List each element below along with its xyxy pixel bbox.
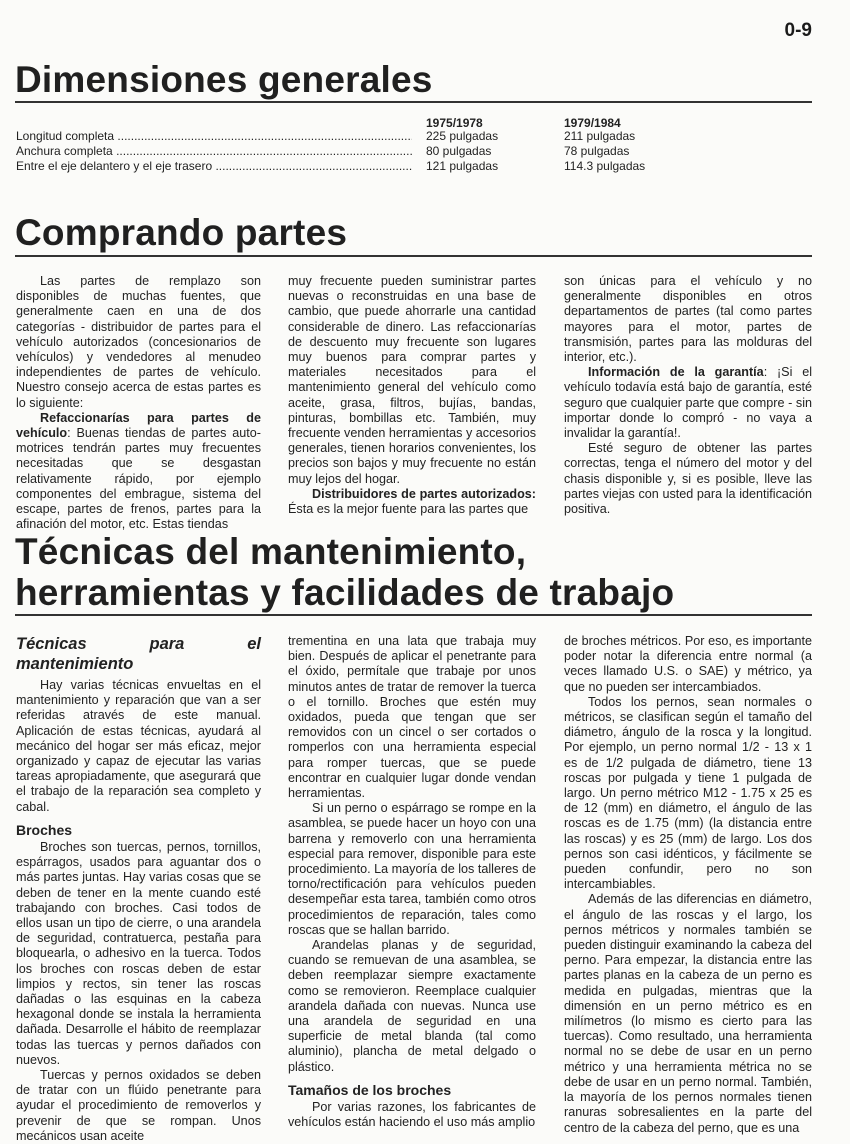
techniques-title-line-1: Técnicas del mantenimiento, <box>15 531 527 572</box>
paragraph: Arandelas planas y de seguridad, cuando se remuevan de una asamblea, se deben reemplazar siempre exactamente como se removieron. Reemplace cualquier arandela dañada con nuevas. Nunca use una arandela de seguridad en una superficie de metal blanda (tal como aluminio), plancha de metal delgado o plástico. <box>288 938 536 1074</box>
dimension-label: Anchura completa ..... <box>16 144 412 158</box>
paragraph: Esté seguro de obtener las partes correctas, tenga el número del motor y del chasis disponible y, si es posible, lleve las partes viejas con usted para la identificación positiva. <box>564 441 812 517</box>
buying-title: Comprando partes <box>15 212 348 253</box>
paragraph-lead: Distribuidores de partes autorizados: <box>312 486 536 501</box>
paragraph-text: Ésta es la mejor fuente para las partes que <box>288 502 529 517</box>
dimension-value-1979: 78 pulgadas <box>564 144 630 158</box>
paragraph: de broches métricos. Por eso, es importante poder notar la diferencia entre normal (a veces llamado U.S. o SAE) y métrico, ya que no pueden ser intercambiados. <box>564 634 812 694</box>
paragraph: Si un perno o espárrago se rompe en la asamblea, se puede hacer un hoyo con una barrena y removerlo con una herramienta especial para remover, disponible para este procedimiento. La mayoría de los talleres de torno/rectificación para vehículos pueden desempeñar esta tarea, también como otros procedimientos de reparación, tales como roscas que se hallan barrido. <box>288 801 536 937</box>
dimension-value-1975: 225 pulgadas <box>426 129 499 143</box>
paragraph-lead: Refaccionarías para partes de vehículo <box>16 410 261 441</box>
dimension-value-1975: 121 pulgadas <box>426 159 499 173</box>
paragraph <box>16 411 261 533</box>
paragraph: Hay varias técnicas envueltas en el mantenimiento y reparación que van a ser referidas através de este manual. Aplicación de estas técnicas, ayudará al mecánico del hogar ser más eficaz, mejor organizado y capaz de ejecutar las varias tareas apropiadamente, que asegurará que el trabajo de la reparación sea completo y cabal. <box>16 678 261 814</box>
paragraph <box>288 487 536 517</box>
dimensions-rule <box>15 101 812 103</box>
maintenance-techniques-heading: Técnicas para el mantenimiento <box>16 635 261 673</box>
dimensions-header-1975: 1975/1978 <box>426 116 483 130</box>
paragraph-lead: Información de la garantía <box>588 365 764 380</box>
paragraph: trementina en una lata que trabaja muy bien. Después de aplicar el penetrante para el óxido, permítale que trabaje por unos minutos antes de tratar de remover la tuerca o el tornillo. Broches que estén muy oxidados, pueda que tengan que ser removidos con un cincel o ser cortados o romperlos con una herramienta especial para romper tuercas, que se puede encontrar en cualquier lugar donde vendan herramientas. <box>288 634 536 801</box>
dimension-value-1979: 211 pulgadas <box>564 129 636 143</box>
paragraph: Broches son tuercas, pernos, tornillos, espárragos, usados para aguantar dos o más partes juntas. Hay varias cosas que se deben de tener en la mente cuando esté trabajando con broches. Casi todos de ellos usan un tipo de cierre, o una arandela de seguridad, contratuerca, pestaña para bloquearla, o adhesivo en la tuerca. Todos los broches con roscas deben de estar limpios y rectos, sin tener las roscas dañadas o las esquinas en la cabeza hexagonal donde se instala la herramienta dañada. Desarrolle el hábito de reemplazar todas las tuercas y pernos dañados con nuevos. <box>16 840 261 1067</box>
dimension-value-1975: 80 pulgadas <box>426 144 492 158</box>
techniques-title <box>15 532 674 613</box>
paragraph: son únicas para el vehículo y no generalmente disponibles en otros departamentos de partes (tal como partes mayores para el motor, partes de transmisión, partes para las molduras del interior, etc.). <box>564 274 812 365</box>
dimension-row-wheelbase <box>16 159 656 174</box>
fasteners-heading: Broches <box>16 821 73 838</box>
paragraph: Las partes de remplazo son disponibles de muchas fuentes, que generalmente caen en una de dos categorías - distribuidor de partes para el vehículo autorizados (concesionarios de vehículos) y vendedores al menudeo independientes de partes de vehículo. Nuestro consejo acerca de estas partes es lo siguiente: <box>16 274 261 410</box>
techniques-rule <box>15 614 812 616</box>
dimensions-title: Dimensiones generales <box>15 59 433 100</box>
dimension-label: Longitud completa ..... <box>16 129 412 143</box>
paragraph: Tuercas y pernos oxidados se deben de tratar con un flúido penetrante para ayudar el procedimiento de removerlos y prevenir de que se rompan. Unos mecánicos usan aceite <box>16 1068 261 1143</box>
buying-column-1 <box>16 274 261 532</box>
paragraph: Todos los pernos, sean normales o métricos, se clasifican según el tamaño del diámetro, ángulo de la rosca y la longitud. Por ejemplo, un perno normal 1/2 - 13 x 1 es de 1/2 pulgada de diámetro, tiene 13 roscas por pulgada y tiene 1 pulgada de largo. Un perno métrico M12 - 1.75 x 25 es de 12 (mm) en diámetro, el ángulo de las roscas es de 1.75 (mm) (la distancia entre las roscas) y es 25 (mm) de largo. Los dos pernos son casi idénticos, y fácilmente se pueden confundir, pero no son intercambiables. <box>564 694 812 892</box>
dimension-value-1979: 114.3 pulgadas <box>564 159 646 173</box>
buying-column-3 <box>564 274 812 517</box>
dimensions-header-1979: 1979/1984 <box>564 116 621 130</box>
paragraph: muy frecuente pueden suministrar partes nuevas o reconstruidas en una base de cambio, que puede ahorrarle una cantidad considerable de dinero. Las refaccionarías de descuento muy frecuente son lugares muy buenos para comprar partes y materiales necesitados para el mantenimiento general del vehículo como aceite, grasa, filtros, bujías, bandas, pinturas, bombillas etc. También, muy frecuente venden herramientas y accesorios generales, tienen horarios convenientes, los precios son bajos y muy frecuente no están muy lejos del hogar. <box>288 274 536 486</box>
paragraph <box>564 365 812 441</box>
techniques-title-line-2: herramientas y facilidades de trabajo <box>15 571 675 613</box>
techniques-column-2 <box>288 634 536 1131</box>
dimension-row-length <box>16 129 656 144</box>
paragraph-text: : Buenas tiendas de partes auto-motrices tendrán partes muy frecuentes necesitadas que se desgastan relativamente rápido, por ejemplo componentes del embrague, sistema del escape, partes de frenos, partes para la afinación del motor, etc. Estas tiendas <box>16 426 261 532</box>
paragraph-text: : ¡Si el vehículo todavía está bajo de garantía, esté seguro que cualquier parte que compre - sin importar donde lo compró - no vaya a invalidar la garantía!. <box>564 365 812 441</box>
paragraph: Por varias razones, los fabricantes de vehículos están haciendo el uso más amplio <box>288 1100 536 1130</box>
paragraph: Además de las diferencias en diámetro, el ángulo de las roscas y el largo, los pernos métricos y normales también se pueden distinguir examinando la cabeza del perno. Para empezar, la distancia entre las partes planas en la cabeza de un perno es medida en pulgadas, mientras que la dimensión en un perno métrico es en milímetros (lo mismo es cierto para las tuercas). Como resultado, una herramienta normal no se debe de usar en un perno métrico y una herramienta métrica no se debe de usar en un perno normal. También, la mayoría de los pernos normales tienen ranuras sobresalientes en la parte del centro de la cabeza del perno, que es una <box>564 892 812 1135</box>
buying-rule <box>15 255 812 257</box>
page-number: 0-9 <box>784 20 812 41</box>
buying-column-2 <box>288 274 536 517</box>
techniques-column-1 <box>16 634 261 1144</box>
dimension-row-width <box>16 144 656 159</box>
dimension-label: Entre el eje delantero y el eje trasero ..... <box>16 159 412 173</box>
fastener-sizes-heading: Tamaños de los broches <box>288 1081 452 1098</box>
techniques-column-3 <box>564 634 812 1136</box>
